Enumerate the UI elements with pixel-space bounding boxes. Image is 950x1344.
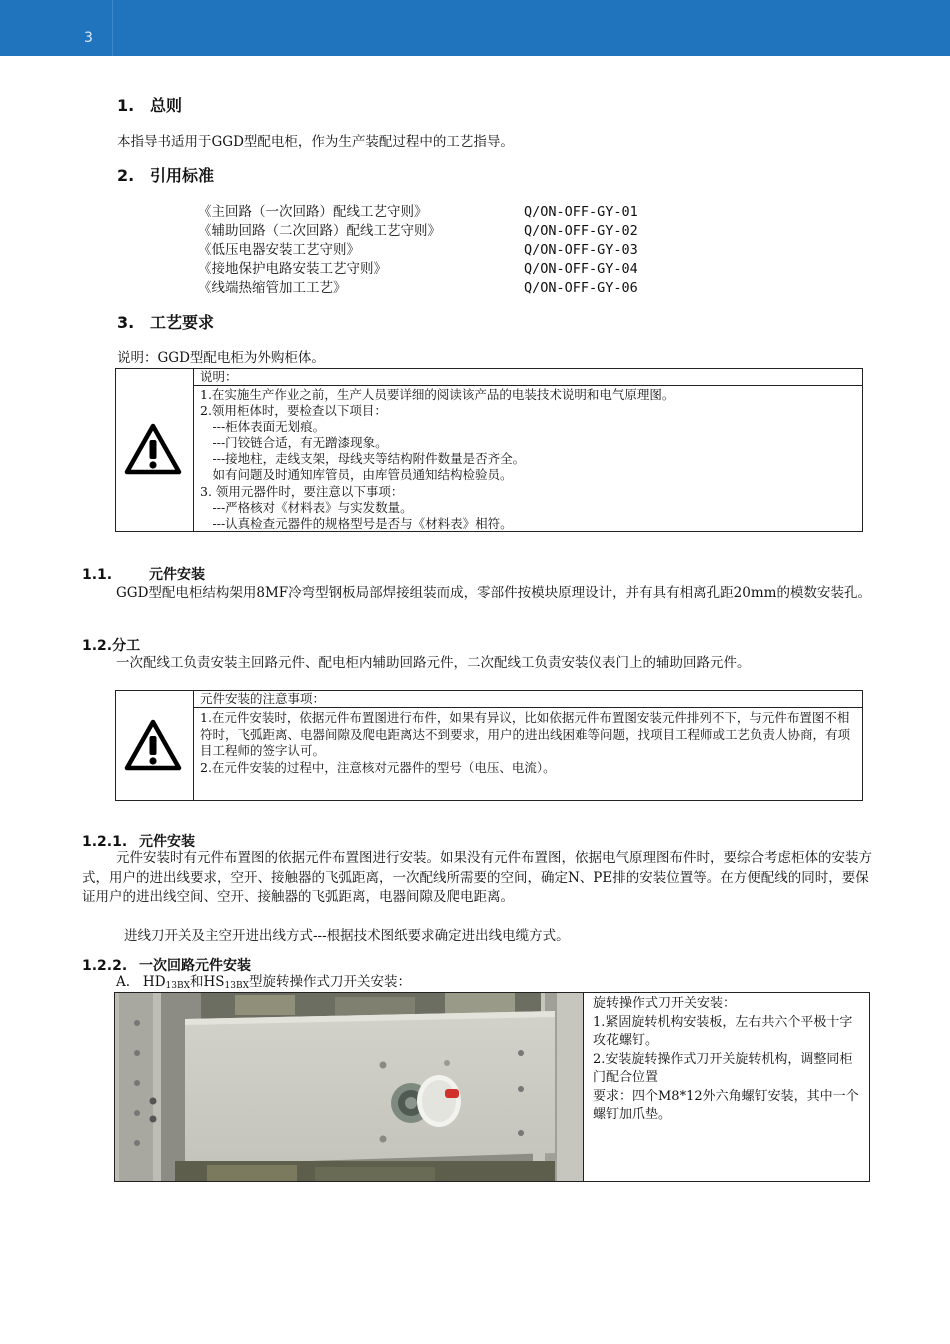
- warning-icon: [124, 719, 182, 771]
- notice-line: 如有问题及时通知库管员，由库管员通知结构检验员。: [200, 467, 513, 483]
- notice-line: ---柜体表面无划痕。: [200, 419, 326, 435]
- standard-name: 《主回路（一次回路）配线工艺守则》: [198, 204, 428, 220]
- section-1-2-1-text: 元件安装时有元件布置图的依据元件布置图进行安装。如果没有元件布置图，依据电气原理图布件时，要综合考虑柜体的安装方式，用户的进出线要求，空开、接触器的飞弧距离，一次配线所需要的空间，确定N、PE排的安装位置等。在方便配线的同时，要保证用户的进出线空间、空开、接触器的飞弧距离，电器间隙及爬电距离。: [82, 850, 872, 905]
- notice-line: 1.在实施生产作业之前，生产人员要详细的阅读该产品的电装技术说明和电气原理图。: [200, 387, 675, 402]
- photo-desc-title: 旋转操作式刀开关安装：: [593, 996, 737, 1011]
- photo-desc-line: 1.紧固旋转机构安装板，左右共六个平极十字攻花螺钉。: [593, 1014, 853, 1048]
- section-3-title: 工艺要求: [150, 313, 215, 332]
- section-1-title: 总则: [150, 96, 183, 115]
- section-1-heading: [117, 93, 182, 116]
- standard-name: 《线端热缩管加工工艺》: [198, 280, 347, 296]
- section-1-2-1-title: 元件安装: [139, 834, 195, 850]
- page-header-bar: [0, 0, 950, 56]
- standard-code: Q/ON-OFF-GY-01: [524, 204, 638, 220]
- standard-row: [198, 222, 658, 241]
- section-1-2-title: 分工: [112, 638, 141, 654]
- photo-description: [593, 995, 863, 1125]
- item-tail: 型旋转操作式刀开关安装：: [249, 974, 412, 990]
- standard-row: [198, 203, 658, 222]
- section-2-title: 引用标准: [150, 166, 215, 185]
- notice-icon-cell: [116, 691, 194, 800]
- section-1-1-text: GGD型配电柜结构架用8MF冷弯型钢板局部焊接组装而成，零部件按模块原理设计，并有具有相离孔距20mm的模数安装孔。: [116, 585, 871, 601]
- page-number: 3: [84, 30, 93, 46]
- section-1-2-number: 1.2.: [82, 638, 113, 654]
- standard-code: Q/ON-OFF-GY-06: [524, 280, 638, 296]
- section-1-2-2-heading: [82, 955, 251, 975]
- standard-code: Q/ON-OFF-GY-02: [524, 223, 638, 239]
- section-1-1-number: 1.1.: [82, 567, 113, 583]
- standard-code: Q/ON-OFF-GY-04: [524, 261, 638, 277]
- notice-line: 3. 领用元器件时，要注意以下事项：: [200, 483, 404, 499]
- notice-title: 元件安装的注意事项：: [194, 691, 862, 708]
- switch-photo: [115, 993, 584, 1181]
- photo-desc-line: 要求：四个M8*12外六角螺钉安装，其中一个螺钉加爪垫。: [593, 1088, 859, 1122]
- notice-line: 1.在元件安装时，依据元件布置图进行布件，如果有异议，比如依据元件布置图安装元件排列不下，与元件布置图不相符时，飞弧距离、电器间隙及爬电距离达不到要求，用户的进出线困难等问题，找项目工程师或工艺负责人协商，有项目工程师的签字认可。: [200, 710, 851, 758]
- item-hs: HS: [203, 974, 225, 990]
- section-1-2-1-number: 1.2.1.: [82, 834, 128, 850]
- photo-table: [114, 992, 870, 1182]
- section-1-2-2-number: 1.2.2.: [82, 958, 128, 974]
- item-label: A.: [116, 974, 131, 990]
- warning-icon: [124, 423, 182, 475]
- notice-body: [200, 710, 856, 776]
- section-1-2-1-heading: [82, 831, 195, 851]
- header-divider: [112, 0, 113, 56]
- notice-line: ---严格核对《材料表》与实发数量。: [200, 499, 413, 515]
- item-sub2: 13BX: [224, 981, 250, 991]
- section-3-heading: [117, 310, 214, 333]
- standard-row: [198, 279, 658, 298]
- section-1-1-heading: [82, 564, 205, 584]
- photo-desc-line: 2.安装旋转操作式刀开关旋转机构，调整同柜门配合位置: [593, 1051, 853, 1085]
- section-1-number: 1.: [117, 96, 135, 115]
- section-1-2-heading: [82, 635, 140, 655]
- notice-box-1: [115, 368, 863, 532]
- notice-line: 2.在元件安装的过程中，注意核对元器件的型号（电压、电流）。: [200, 759, 556, 775]
- notice-box-2: [115, 690, 863, 801]
- item-sub1: 13BX: [165, 981, 191, 991]
- standard-row: [198, 241, 658, 260]
- notice-title: 说明：: [194, 369, 862, 386]
- section-3-number: 3.: [117, 313, 135, 332]
- item-hd: HD: [142, 974, 166, 990]
- standard-name: 《接地保护电路安装工艺守则》: [198, 261, 387, 277]
- section-3-note: 说明：GGD型配电柜为外购柜体。: [117, 350, 325, 366]
- standard-name: 《辅助回路（二次回路）配线工艺守则》: [198, 223, 441, 239]
- standard-row: [198, 260, 658, 279]
- notice-line: 2.领用柜体时，要检查以下项目：: [200, 403, 387, 419]
- section-1-2-text: 一次配线工负责安装主回路元件、配电柜内辅助回路元件，二次配线工负责安装仪表门上的辅助回路元件。: [116, 655, 751, 671]
- section-2-heading: [117, 163, 214, 186]
- item-and: 和: [190, 974, 204, 990]
- section-1-text: 本指导书适用于GGD型配电柜，作为生产装配过程中的工艺指导。: [117, 134, 514, 150]
- section-1-2-2-title: 一次回路元件安装: [139, 958, 251, 974]
- section-1-2-1-text2: 进线刀开关及主空开进出线方式---根据技术图纸要求确定进出线电缆方式。: [124, 928, 570, 944]
- notice-line: ---门铰链合适，有无蹭漆现象。: [200, 435, 388, 451]
- standard-name: 《低压电器安装工艺守则》: [198, 242, 360, 258]
- section-1-1-title: 元件安装: [149, 567, 205, 583]
- notice-line: ---接地柱，走线支架，母线夹等结构附件数量是否齐全。: [200, 451, 526, 467]
- cabinet-photo-image: [115, 993, 583, 1181]
- notice-line: ---认真检查元器件的规格型号是否与《材料表》相符。: [200, 515, 513, 531]
- section-2-number: 2.: [117, 166, 135, 185]
- standard-code: Q/ON-OFF-GY-03: [524, 242, 638, 258]
- notice-body: [200, 387, 856, 532]
- notice-icon-cell: [116, 369, 194, 531]
